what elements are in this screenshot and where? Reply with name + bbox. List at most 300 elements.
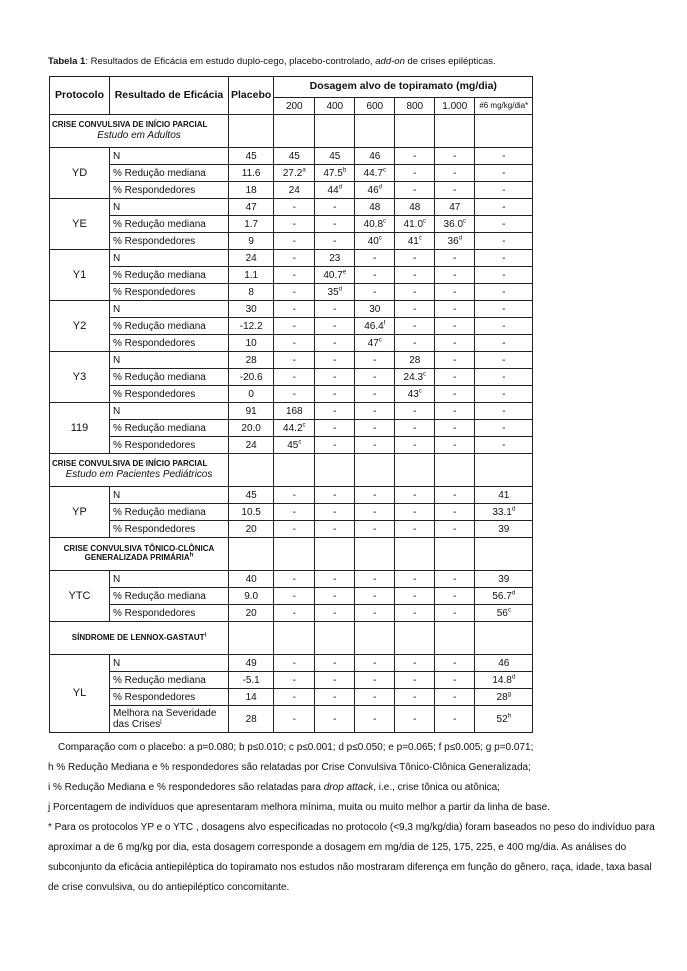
dose-value — [475, 504, 533, 521]
section-title-cell — [50, 115, 229, 148]
dose-value — [315, 182, 355, 199]
footnote-j: j Porcentagem de indivíduos que apresentaram melhora mínima, muita ou muito melhor a partir da linha de base. — [48, 802, 550, 813]
dose-value-text: - — [502, 439, 506, 451]
dose-value — [315, 706, 355, 733]
dose-value-text: - — [413, 269, 417, 281]
placebo-value: 49 — [229, 655, 274, 672]
dose-value-text: 44.2 — [283, 422, 303, 434]
dose-value-text: - — [453, 607, 457, 619]
dose-value — [475, 571, 533, 588]
dose-value — [355, 655, 395, 672]
dose-value — [355, 672, 395, 689]
placebo-value: 9 — [229, 233, 274, 250]
section-title-cell — [50, 538, 229, 571]
placebo-value: 11.6 — [229, 165, 274, 182]
dose-value-text: 24 — [288, 184, 300, 196]
dose-value — [435, 571, 475, 588]
dose-value — [315, 335, 355, 352]
table-row — [50, 182, 533, 199]
dose-value-sup: d — [338, 184, 343, 191]
dose-value — [355, 706, 395, 733]
result-label-text: % Respondedores — [113, 286, 196, 298]
result-label — [110, 420, 229, 437]
dose-value — [315, 233, 355, 250]
result-label-text: % Redução mediana — [113, 422, 206, 434]
result-label-text: % Redução mediana — [113, 371, 206, 383]
dose-value-text: - — [453, 573, 457, 585]
caption-label: Tabela 1 — [48, 56, 86, 67]
dose-value-text: - — [413, 657, 417, 669]
empty-cell — [274, 115, 315, 148]
dose-value — [435, 588, 475, 605]
dose-value — [274, 199, 315, 216]
result-label-text: N — [113, 252, 121, 264]
dose-value-text: 41 — [407, 235, 419, 247]
result-label — [110, 521, 229, 538]
caption-text-end: de crises epilépticas. — [404, 56, 496, 67]
dose-value-text: - — [453, 590, 457, 602]
dose-value — [355, 267, 395, 284]
dose-value-text: - — [373, 523, 377, 535]
dose-value-text: - — [502, 303, 506, 315]
result-label — [110, 165, 229, 182]
empty-cell — [395, 622, 435, 655]
result-label — [110, 672, 229, 689]
dose-value — [274, 165, 315, 182]
dose-value — [274, 420, 315, 437]
dose-value-text: - — [333, 590, 337, 602]
protocol-cell: YL — [50, 655, 110, 733]
dose-value — [435, 672, 475, 689]
dose-value — [355, 318, 395, 335]
result-label — [110, 706, 229, 733]
dose-value-text: - — [333, 371, 337, 383]
protocol-cell: YP — [50, 487, 110, 538]
dose-value-text: - — [373, 506, 377, 518]
dose-value — [274, 504, 315, 521]
result-label-text: N — [113, 489, 121, 501]
result-label — [110, 386, 229, 403]
dose-value — [274, 571, 315, 588]
header-dose: 1.000 — [435, 98, 475, 115]
section-subtitle: Estudo em Adultos — [97, 129, 181, 141]
dose-value — [435, 250, 475, 267]
dose-value-text: - — [292, 590, 296, 602]
dose-value-text: - — [413, 405, 417, 417]
dose-value — [315, 148, 355, 165]
dose-value-text: - — [502, 337, 506, 349]
dose-value — [475, 403, 533, 420]
dose-value-text: - — [333, 337, 337, 349]
section-title: CRISE CONVULSIVA TÔNICO-CLÔNICA GENERALIZADA PRIMÁRIA$^h$ — [63, 544, 215, 562]
table-row — [50, 318, 533, 335]
empty-cell — [229, 622, 274, 655]
result-label-text: % Redução mediana — [113, 506, 206, 518]
dose-value-text: - — [373, 354, 377, 366]
dose-value-sup: c — [423, 218, 427, 225]
table-row — [50, 689, 533, 706]
footnote-asterisk: * Para os protocolos YP e o YTC , dosagens alvo especificadas no protocolo (<9,3 mg/kg/dia) foram baseados no peso do indivíduo para aproximar a de 6 mg/kg por dia, esta dosagem corresponde a dosagem em mg/dia de 125, 175, 225, e 400 mg/dia. As análises do subconjunto da eficácia antiepiléptica do topiramato nos estudos não mostraram diferença em função do gênero, raça, idade, taxa basal de crise convulsiva, ou do antiepiléptico concomitante. — [48, 822, 655, 893]
dose-value-sup: g — [507, 691, 512, 698]
dose-value-text: - — [333, 439, 337, 451]
table-row — [50, 504, 533, 521]
placebo-value: 18 — [229, 182, 274, 199]
dose-value-text: - — [373, 657, 377, 669]
dose-value-sup: d — [378, 184, 383, 191]
dose-value-text: - — [292, 506, 296, 518]
dose-value — [475, 605, 533, 622]
dose-value-sup: c — [423, 371, 427, 378]
dose-value — [475, 233, 533, 250]
dose-value — [435, 199, 475, 216]
dose-value-text: - — [453, 405, 457, 417]
dose-value-text: 46 — [498, 657, 510, 669]
dose-value-text: 39 — [498, 523, 510, 535]
dose-value-text: - — [333, 674, 337, 686]
placebo-value: 20.0 — [229, 420, 274, 437]
dose-value-text: - — [333, 388, 337, 400]
dose-value-text: 40.7 — [323, 269, 343, 281]
dose-value — [274, 352, 315, 369]
dose-value — [475, 250, 533, 267]
dose-value-text: - — [502, 252, 506, 264]
dose-value — [435, 437, 475, 454]
dose-value — [475, 655, 533, 672]
dose-value — [274, 301, 315, 318]
footnotes — [48, 738, 658, 898]
table-row — [50, 655, 533, 672]
dose-value — [435, 284, 475, 301]
footnote-i-end: , i.e., crise tônica ou atônica; — [373, 782, 500, 793]
protocol-cell: YD — [50, 148, 110, 199]
dose-value-text: - — [333, 523, 337, 535]
empty-cell — [395, 454, 435, 487]
empty-cell — [435, 115, 475, 148]
empty-cell — [315, 115, 355, 148]
header-protocolo: Protocolo — [50, 77, 110, 115]
empty-cell — [355, 454, 395, 487]
dose-value-sup: a — [302, 167, 306, 174]
dose-value-text: - — [413, 252, 417, 264]
dose-value-text: - — [413, 523, 417, 535]
dose-value-text: - — [453, 713, 457, 725]
dose-value — [475, 165, 533, 182]
table-row — [50, 571, 533, 588]
result-label — [110, 571, 229, 588]
dose-value-text: - — [413, 150, 417, 162]
section-row — [50, 622, 533, 655]
dose-value — [435, 369, 475, 386]
dose-value-text: - — [292, 303, 296, 315]
result-label-text: Melhora na Severidade das Crises — [113, 708, 217, 730]
placebo-value: 28 — [229, 352, 274, 369]
result-label — [110, 689, 229, 706]
header-dose: 800 — [395, 98, 435, 115]
dose-value-text: - — [292, 523, 296, 535]
dose-value — [355, 233, 395, 250]
placebo-value: 9.0 — [229, 588, 274, 605]
dose-value — [355, 182, 395, 199]
result-label-text: % Redução mediana — [113, 674, 206, 686]
section-subtitle: Estudo em Pacientes Pediátricos — [65, 468, 213, 480]
result-label — [110, 655, 229, 672]
section-title-sup: i — [204, 631, 207, 638]
dose-value-text: - — [292, 218, 296, 230]
result-label — [110, 216, 229, 233]
dose-value — [355, 487, 395, 504]
table-row — [50, 706, 533, 733]
empty-cell — [274, 538, 315, 571]
result-label-text: % Redução mediana — [113, 590, 206, 602]
dose-value-text: - — [292, 573, 296, 585]
dose-value-text: 41 — [498, 489, 510, 501]
dose-value — [435, 267, 475, 284]
dose-value — [274, 148, 315, 165]
footnote-pvalues: Comparação com o placebo: a p=0.080; b p≤0.010; c p≤0.001; d p≤0.050; e p=0.065; f p≤0.005; g p=0.071; — [58, 742, 534, 753]
dose-value — [395, 420, 435, 437]
empty-cell — [435, 538, 475, 571]
protocol-cell: Y1 — [50, 250, 110, 301]
result-label-text: % Redução mediana — [113, 167, 206, 179]
dose-value-text: - — [333, 303, 337, 315]
result-label — [110, 487, 229, 504]
dose-value-text: - — [413, 489, 417, 501]
dose-value — [475, 369, 533, 386]
dose-value-text: - — [373, 252, 377, 264]
dose-value-text: - — [453, 184, 457, 196]
header-placebo: Placebo — [229, 77, 274, 115]
dose-value — [315, 199, 355, 216]
dose-value-text: 36.0 — [443, 218, 464, 230]
placebo-value: 45 — [229, 487, 274, 504]
dose-value — [355, 437, 395, 454]
dose-value-text: - — [373, 286, 377, 298]
result-label-text: N — [113, 657, 121, 669]
dose-value — [395, 403, 435, 420]
dose-value-text: 35 — [327, 286, 339, 298]
empty-cell — [229, 538, 274, 571]
table-row — [50, 335, 533, 352]
empty-cell — [395, 115, 435, 148]
dose-value-text: - — [333, 691, 337, 703]
section-title-cell — [50, 454, 229, 487]
dose-value-text: - — [292, 674, 296, 686]
table-row — [50, 267, 533, 284]
dose-value — [395, 655, 435, 672]
dose-value-sup: c — [378, 337, 382, 344]
dose-value — [274, 369, 315, 386]
dose-value-text: - — [292, 371, 296, 383]
dose-value — [274, 284, 315, 301]
dose-value-text: - — [502, 167, 506, 179]
dose-value — [355, 148, 395, 165]
table-row — [50, 487, 533, 504]
dose-value-text: - — [453, 320, 457, 332]
dose-value — [274, 318, 315, 335]
dose-value — [315, 216, 355, 233]
dose-value-text: - — [453, 303, 457, 315]
dose-value-sup: d — [458, 235, 463, 242]
dose-value — [435, 521, 475, 538]
dose-value — [395, 571, 435, 588]
dose-value-text: - — [413, 590, 417, 602]
dose-value-text: 28 — [409, 354, 421, 366]
dose-value-text: - — [502, 422, 506, 434]
result-label — [110, 318, 229, 335]
dose-value-sup: e — [342, 269, 347, 276]
table-row — [50, 403, 533, 420]
dose-value — [395, 386, 435, 403]
dose-value-text: - — [453, 388, 457, 400]
dose-value-text: - — [413, 286, 417, 298]
dose-value-text: - — [453, 286, 457, 298]
dose-value-text: 33.1 — [492, 506, 512, 518]
result-label — [110, 267, 229, 284]
empty-cell — [315, 622, 355, 655]
dose-value — [475, 386, 533, 403]
dose-value-text: - — [292, 657, 296, 669]
dose-value — [435, 605, 475, 622]
empty-cell — [355, 115, 395, 148]
dose-value-text: 27.2 — [282, 167, 303, 179]
protocol-cell: Y3 — [50, 352, 110, 403]
dose-value — [274, 706, 315, 733]
result-label — [110, 437, 229, 454]
placebo-value: 24 — [229, 250, 274, 267]
dose-value-text: - — [453, 337, 457, 349]
placebo-value: -5.1 — [229, 672, 274, 689]
empty-cell — [315, 538, 355, 571]
dose-value — [475, 182, 533, 199]
empty-cell — [274, 454, 315, 487]
dose-value-sup: d — [511, 506, 516, 513]
dose-value — [435, 504, 475, 521]
dose-value — [475, 689, 533, 706]
dose-value-text: - — [292, 201, 296, 213]
dose-value-text: 30 — [369, 303, 381, 315]
dose-value-text: - — [502, 388, 506, 400]
dose-value — [395, 284, 435, 301]
dose-value — [274, 672, 315, 689]
dose-value-sup: c — [378, 235, 382, 242]
dose-value — [315, 301, 355, 318]
dose-value — [355, 588, 395, 605]
dose-value-text: - — [413, 713, 417, 725]
dose-value — [315, 571, 355, 588]
dose-value — [475, 706, 533, 733]
dose-value-text: - — [502, 269, 506, 281]
dose-value — [274, 216, 315, 233]
dose-value — [395, 267, 435, 284]
dose-value-sup: c — [383, 167, 387, 174]
result-label-text: N — [113, 303, 121, 315]
dose-value-text: - — [373, 405, 377, 417]
empty-cell — [315, 454, 355, 487]
dose-value-text: - — [333, 235, 337, 247]
dose-value — [395, 672, 435, 689]
dose-value-text: 23 — [329, 252, 341, 264]
dose-value-text: - — [333, 320, 337, 332]
dose-value — [475, 335, 533, 352]
dose-value-text: - — [292, 607, 296, 619]
dose-value-text: 40 — [367, 235, 379, 247]
placebo-value: 47 — [229, 199, 274, 216]
dose-value — [274, 250, 315, 267]
dose-value-text: 46 — [367, 184, 379, 196]
dose-value-sup: c — [418, 235, 422, 242]
dose-value-text: 46.4 — [364, 320, 384, 332]
dose-value-text: - — [292, 713, 296, 725]
dose-value — [395, 148, 435, 165]
placebo-value: 40 — [229, 571, 274, 588]
dose-value-text: - — [292, 252, 296, 264]
dose-value — [274, 689, 315, 706]
result-label-text: % Respondedores — [113, 388, 196, 400]
header-dosagem: Dosagem alvo de topiramato (mg/dia) — [274, 77, 533, 98]
dose-value — [315, 250, 355, 267]
dose-value-text: - — [413, 573, 417, 585]
dose-value-text: 48 — [369, 201, 381, 213]
dose-value — [435, 233, 475, 250]
dose-value-text: - — [453, 489, 457, 501]
dose-value-text: - — [502, 371, 506, 383]
result-label — [110, 335, 229, 352]
dose-value — [475, 521, 533, 538]
dose-value — [395, 605, 435, 622]
dose-value-text: - — [373, 674, 377, 686]
dose-value-text: 14.8 — [492, 674, 512, 686]
dose-value — [475, 437, 533, 454]
table-row — [50, 672, 533, 689]
dose-value — [395, 504, 435, 521]
dose-value-text: - — [333, 607, 337, 619]
result-label-text: % Redução mediana — [113, 269, 206, 281]
dose-value — [355, 165, 395, 182]
dose-value — [315, 165, 355, 182]
dose-value-text: 44.7 — [363, 167, 384, 179]
dose-value — [315, 386, 355, 403]
dose-value-sup: c — [507, 607, 511, 614]
dose-value-text: - — [333, 489, 337, 501]
dose-value — [315, 352, 355, 369]
dose-value — [355, 504, 395, 521]
result-label-text: % Respondedores — [113, 691, 196, 703]
footnote-i — [48, 778, 658, 798]
dose-value — [274, 267, 315, 284]
protocol-cell: YTC — [50, 571, 110, 622]
placebo-value: 20 — [229, 521, 274, 538]
result-label — [110, 148, 229, 165]
dose-value — [355, 216, 395, 233]
empty-cell — [395, 538, 435, 571]
empty-cell — [475, 454, 533, 487]
header-dose: #6 mg/kg/dia* — [475, 98, 533, 115]
dose-value — [315, 588, 355, 605]
dose-value-text: - — [413, 337, 417, 349]
dose-value — [475, 148, 533, 165]
dose-value — [395, 301, 435, 318]
dose-value-text: - — [373, 489, 377, 501]
dose-value-text: 44 — [327, 184, 339, 196]
header-dose: 200 — [274, 98, 315, 115]
dose-value — [395, 216, 435, 233]
dose-value-sup: f — [383, 320, 386, 327]
placebo-value: 14 — [229, 689, 274, 706]
dose-value-text: 47.5 — [323, 167, 343, 179]
dose-value-text: - — [502, 286, 506, 298]
empty-cell — [475, 538, 533, 571]
result-label-text: % Respondedores — [113, 523, 196, 535]
